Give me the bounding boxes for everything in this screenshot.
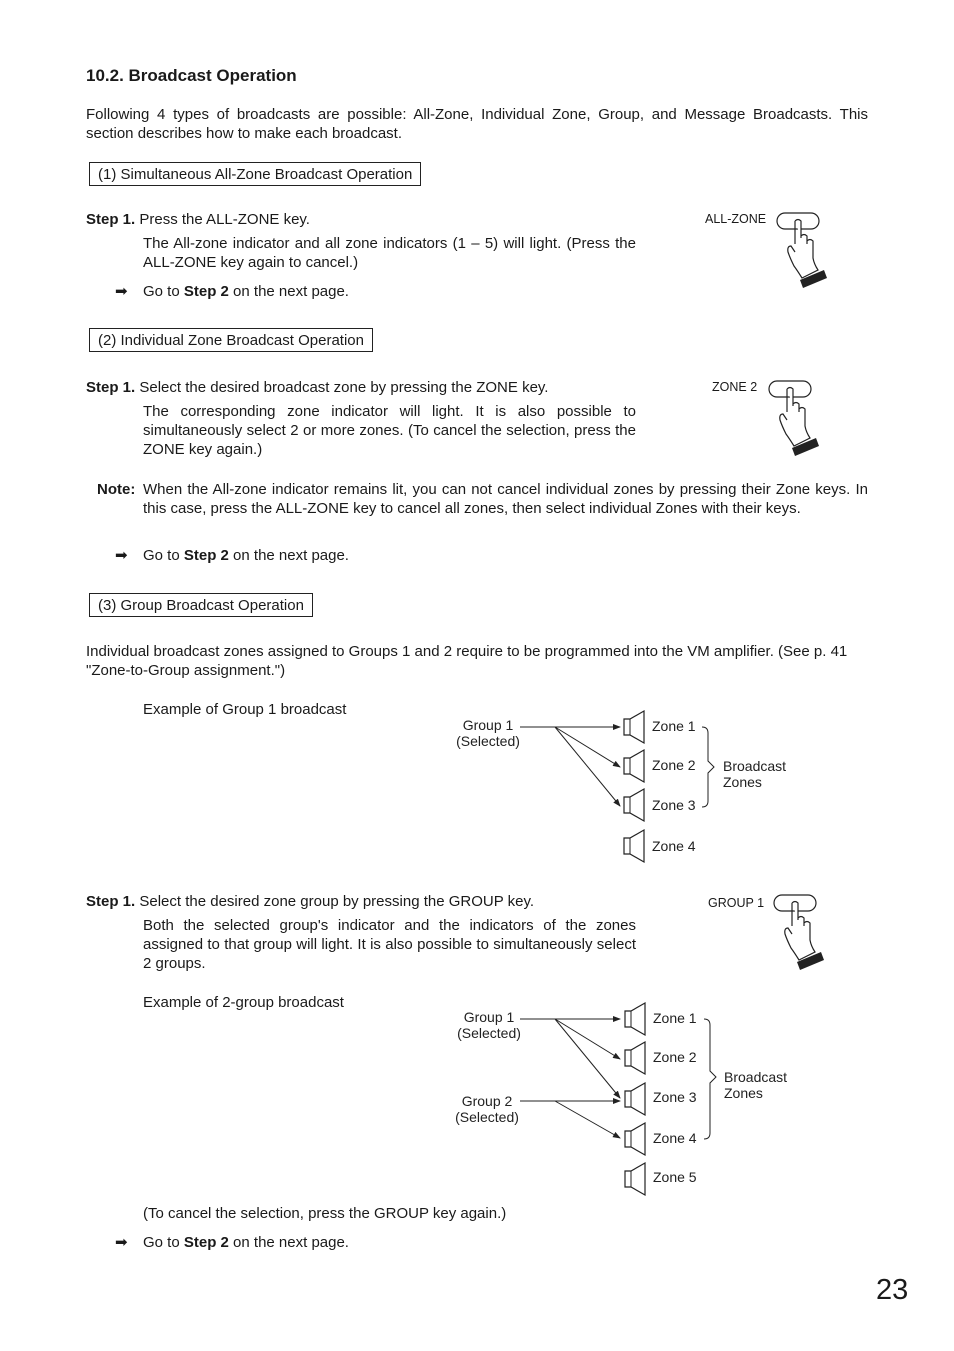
diag2-selected-label: (Selected)	[455, 1109, 519, 1125]
speaker-icon	[625, 1163, 645, 1195]
diag2-zone-label: Zone 1	[653, 1010, 697, 1026]
diag2-zones-word: Zones	[724, 1085, 763, 1101]
goto-step2: Step 2	[183, 283, 229, 300]
sec2-heading-box: (2) Individual Zone Broadcast Operation	[89, 328, 373, 352]
sec1-step1-line	[86, 210, 310, 229]
diag1-zone-label: Zone 1	[652, 718, 696, 734]
two-group-broadcast-diagram	[440, 997, 800, 1202]
goto-next-page: on the next page.	[233, 547, 349, 564]
speaker-icon	[624, 830, 644, 862]
sec3-goto	[115, 1233, 349, 1252]
diag2-selected-label: (Selected)	[457, 1025, 521, 1041]
sec2-step1-line	[86, 378, 548, 397]
speaker-icon	[624, 750, 644, 782]
speaker-icon	[625, 1042, 645, 1074]
group1-broadcast-diagram	[440, 705, 800, 875]
diag2-zone-label: Zone 2	[653, 1049, 697, 1065]
hand-pressing-key-icon	[762, 376, 824, 456]
sec1-heading-box: (1) Simultaneous All-Zone Broadcast Operation	[89, 162, 421, 186]
right-arrow-icon: ➡	[115, 1234, 128, 1251]
sec3-step-text: Select the desired zone group by pressing the GROUP key.	[139, 893, 535, 910]
goto-step2: Step 2	[183, 1234, 229, 1251]
hand-pressing-key-icon	[770, 208, 832, 288]
right-arrow-icon: ➡	[115, 547, 128, 564]
sec3-intro: Individual broadcast zones assigned to Groups 1 and 2 require to be programmed into the VM amplifier. (See p. 41 "Zone-to-Group assignment.")	[86, 643, 848, 679]
diag1-zones-word: Zones	[723, 774, 762, 790]
group1-key-label: GROUP 1	[708, 896, 765, 910]
goto-step2: Step 2	[183, 547, 229, 564]
allzone-key-label: ALL-ZONE	[705, 212, 767, 226]
diag1-zone-label: Zone 3	[652, 797, 696, 813]
sec1-goto	[115, 282, 349, 301]
note-label: Note:	[97, 481, 136, 498]
diag2-zone-label: Zone 3	[653, 1089, 697, 1105]
section-title: 10.2. Broadcast Operation	[86, 66, 297, 85]
goto-label: Go to	[143, 1234, 180, 1251]
speaker-icon	[625, 1003, 645, 1035]
sec3-heading-box: (3) Group Broadcast Operation	[89, 593, 313, 617]
right-arrow-icon: ➡	[115, 283, 128, 300]
sec3-step1-line	[86, 892, 534, 911]
diag1-zone-label: Zone 2	[652, 757, 696, 773]
zone2-key-label: ZONE 2	[712, 380, 758, 394]
goto-label: Go to	[143, 547, 180, 564]
diag2-zone-label: Zone 4	[653, 1130, 697, 1146]
diag1-broadcast-label: Broadcast	[723, 758, 787, 774]
step-label: Step 1.	[86, 893, 136, 910]
diag2-group1-label: Group 1	[463, 1009, 515, 1025]
sec3-detail: Both the selected group's indicator and the indicators of the zones assigned to that group will light. It is also possible to simultaneously select 2 groups.	[143, 917, 636, 972]
diag2-zone-label: Zone 5	[653, 1169, 697, 1185]
diag2-broadcast-label: Broadcast	[724, 1069, 788, 1085]
diag1-group-label: Group 1	[462, 717, 514, 733]
hand-pressing-key-icon	[767, 890, 829, 970]
speaker-icon	[625, 1123, 645, 1155]
sec2-step-text: Select the desired broadcast zone by pressing the ZONE key.	[139, 379, 549, 396]
step-label: Step 1.	[86, 211, 136, 228]
speaker-icon	[624, 789, 644, 821]
step-label: Step 1.	[86, 379, 136, 396]
goto-next-page: on the next page.	[233, 283, 349, 300]
diag1-selected-label: (Selected)	[456, 733, 520, 749]
sec2-goto	[115, 546, 349, 565]
speaker-icon	[625, 1083, 645, 1115]
cancel-text: (To cancel the selection, press the GROUP key again.)	[143, 1205, 507, 1222]
goto-label: Go to	[143, 283, 180, 300]
sec2-detail: The corresponding zone indicator will light. It is also possible to simultaneously select 2 or more zones. (To cancel the selection, press the ZONE key again.)	[143, 403, 636, 458]
goto-next-page: on the next page.	[233, 1234, 349, 1251]
example1-label: Example of Group 1 broadcast	[143, 701, 347, 718]
intro-paragraph: Following 4 types of broadcasts are possible: All-Zone, Individual Zone, Group, and Message Broadcasts. This section describes how to make each broadcast.	[86, 106, 868, 142]
sec1-detail: The All-zone indicator and all zone indicators (1 – 5) will light. (Press the ALL-ZONE key again to cancel.)	[143, 235, 636, 271]
diag2-group2-label: Group 2	[461, 1093, 513, 1109]
example2-label: Example of 2-group broadcast	[143, 994, 344, 1011]
sec1-step-text: Press the ALL-ZONE key.	[139, 211, 310, 228]
note-text: When the All-zone indicator remains lit, you can not cancel individual zones by pressing their Zone keys. In this case, press the ALL-ZONE key to cancel all zones, then select individual Zones with their keys.	[143, 481, 868, 517]
page-number: 23	[876, 1274, 909, 1306]
diag1-zone-label: Zone 4	[652, 838, 696, 854]
speaker-icon	[624, 711, 644, 743]
